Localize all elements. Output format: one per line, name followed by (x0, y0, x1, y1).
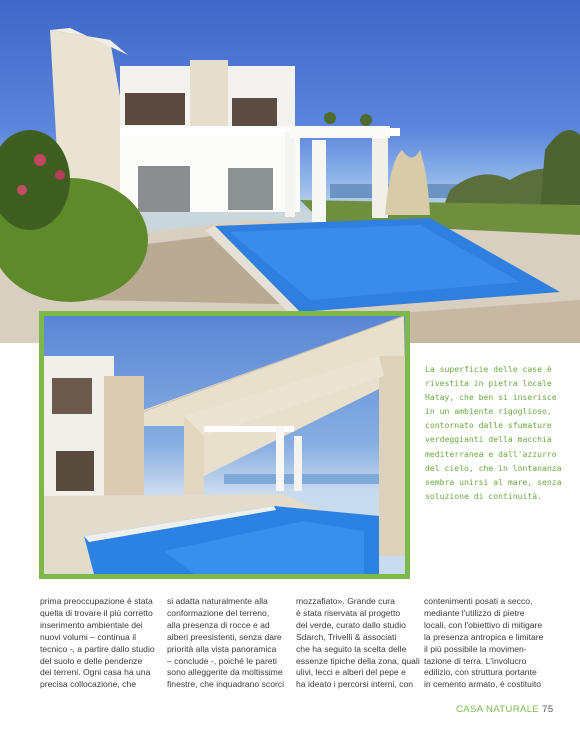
page-number: 75 (542, 704, 554, 715)
caption-line: soluzione di continuità. (425, 490, 542, 501)
body-line: il più possibile la movimen- (424, 643, 527, 654)
body-line: si adatta naturalmente alla (167, 596, 268, 606)
hero-photo (0, 0, 580, 343)
body-line: precisa collocazione, che (40, 679, 137, 690)
body-line: mediante l'utilizzo di pietre (424, 607, 525, 618)
body-line: del verde, curato dallo studio (296, 619, 406, 630)
body-line: edilizio, con struttura portante (424, 667, 537, 678)
body-line: essenze tipiche della zona, quali (296, 655, 420, 666)
body-line: in cemento armato, è costituito (424, 679, 542, 690)
body-line: conformazione del terreno, (167, 607, 270, 618)
caption-line: rivestita in pietra locale (425, 378, 552, 389)
caption-line: del cielo, che in lontananza (425, 462, 562, 473)
caption-line: in un ambiente rigoglioso, (425, 406, 552, 417)
body-column-1 (40, 596, 158, 691)
body-line: dei terreni. Ogni casa ha una (40, 667, 151, 678)
body-line: locali, con l'obiettivo di mitigare (424, 619, 543, 630)
body-line: nuovi volumi – continua il (40, 631, 137, 642)
body-line: – conclude -, poiché le pareti (167, 655, 277, 666)
caption-line: Hatay, che ben si inserisce (425, 392, 557, 403)
body-line: finestre, che inquadrano scorci (167, 679, 285, 690)
body-line: tazione di terra. L'involucro (424, 655, 527, 666)
body-line: inserimento ambientale dei (40, 619, 143, 630)
page-footer (456, 704, 554, 715)
caption-line: mediterranea e dall'azzurro (425, 448, 557, 459)
body-line: Sdarch, Trivelli & associati (296, 631, 397, 642)
body-line: sono alleggerite da moltissime (167, 667, 283, 678)
body-line: priorità alla vista panoramica (167, 643, 277, 654)
body-column-2 (167, 596, 285, 691)
body-line: quella di trovare il più corretto (40, 607, 153, 618)
caption-line: La superficie delle case è (425, 364, 552, 374)
body-column-3 (296, 596, 420, 691)
magazine-name: CASA NATURALE (456, 704, 540, 715)
body-line: ulivi, lecci e alberi del pepe e (296, 667, 406, 678)
caption-line: sembra unirsi al mare, senza (425, 476, 562, 487)
body-line: ha ideato i percorsi interni, con (296, 679, 414, 690)
body-line: alberi preesistenti, senza dare (167, 631, 282, 642)
body-line: che ha seguito la scelta delle (296, 643, 407, 654)
caption-line: contornato dalle sfumature (425, 420, 552, 431)
photo-caption (425, 362, 575, 503)
caption-line: verdeggianti della macchia (425, 434, 552, 445)
body-line: prima preoccupazione è stata (40, 596, 153, 606)
villa-pool-illustration (0, 0, 580, 343)
body-line: è stata riservata al progetto (296, 607, 401, 618)
body-line: alla presenza di rocce e ad (167, 619, 270, 630)
body-line: tecnico -, a partire dallo studio (40, 643, 155, 654)
body-line: contenimenti posati a secco, (424, 596, 533, 606)
body-column-4 (424, 596, 542, 691)
body-line: mozzafiato». Grande cura (296, 596, 395, 606)
body-line: la presenza antropica e limitare (424, 631, 544, 642)
inset-photo (39, 311, 410, 579)
stone-wall-pool-illustration (44, 316, 405, 574)
body-line: del suolo e delle pendenze (40, 655, 143, 666)
